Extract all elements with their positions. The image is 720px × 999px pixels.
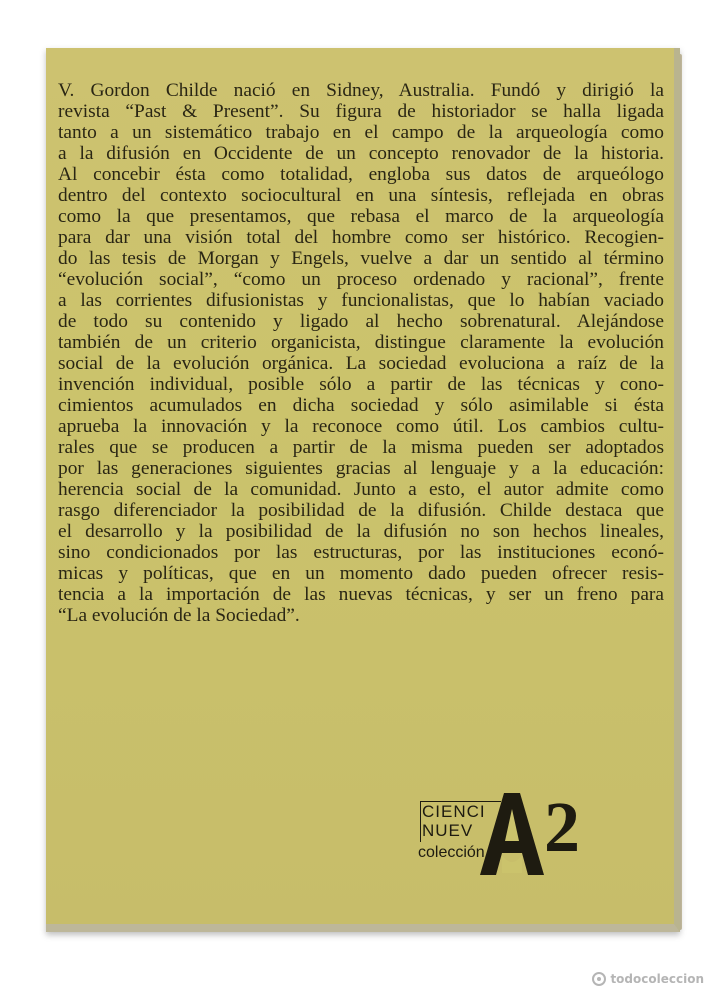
logo-word-ciencia: CIENCI xyxy=(422,802,486,821)
blurb-line: para dar una visión total del hombre como ser histórico. Recogien- xyxy=(58,227,664,248)
blurb-line: “evolución social”, “como un proceso ordenado y racional”, frente xyxy=(58,269,664,290)
blurb-line: rasgo diferenciador la posibilidad de la difusión. Childe destaca que xyxy=(58,500,664,521)
blurb-line: revista “Past & Present”. Su figura de historiador se halla ligada xyxy=(58,101,664,122)
ciencia-nueva-logo xyxy=(418,787,640,886)
blurb-line: cimientos acumulados en dicha sociedad y sólo asimilable si ésta xyxy=(58,395,664,416)
logo-big-a-icon xyxy=(480,791,544,875)
watermark-text: todocoleccion xyxy=(610,972,704,986)
blurb-line: Al concebir ésta como totalidad, engloba sus datos de arqueólogo xyxy=(58,164,664,185)
logo-word-coleccion: colección xyxy=(418,844,485,861)
blurb-line: también de un criterio organicista, distingue claramente la evolución xyxy=(58,332,664,353)
todocoleccion-logo-icon xyxy=(592,972,606,986)
watermark xyxy=(592,972,704,986)
blurb-line: a las corrientes difusionistas y funcionalistas, que lo habían vaciado xyxy=(58,290,664,311)
blurb-line: por las generaciones siguientes gracias al lenguaje y a la educación: xyxy=(58,458,664,479)
blurb-line: a la difusión en Occidente de un concepto renovador de la historia. xyxy=(58,143,664,164)
blurb-line: tanto a un sistemático trabajo en el campo de la arqueología como xyxy=(58,122,664,143)
blurb-line: como la que presentamos, que rebasa el marco de la arqueología xyxy=(58,206,664,227)
blurb-line: do las tesis de Morgan y Engels, vuelve a dar un sentido al término xyxy=(58,248,664,269)
back-cover-blurb xyxy=(58,80,664,626)
blurb-line: tencia a la importación de las nuevas técnicas, y ser un freno para xyxy=(58,584,664,605)
logo-number: 2 xyxy=(544,787,580,867)
blurb-line: el desarrollo y la posibilidad de la difusión no son hechos lineales, xyxy=(58,521,664,542)
blurb-line: dentro del contexto sociocultural en una síntesis, reflejada en obras xyxy=(58,185,664,206)
blurb-line: invención individual, posible sólo a partir de las técnicas y cono- xyxy=(58,374,664,395)
book-back-cover xyxy=(46,48,680,932)
blurb-line: V. Gordon Childe nació en Sidney, Australia. Fundó y dirigió la xyxy=(58,80,664,101)
blurb-line: aprueba la innovación y la reconoce como útil. Los cambios cultu- xyxy=(58,416,664,437)
blurb-line: “La evolución de la Sociedad”. xyxy=(58,605,300,626)
blurb-line: de todo su contenido y ligado al hecho sobrenatural. Alejándose xyxy=(58,311,664,332)
blurb-line: social de la evolución orgánica. La sociedad evoluciona a raíz de la xyxy=(58,353,664,374)
blurb-line: herencia social de la comunidad. Junto a esto, el autor admite como xyxy=(58,479,664,500)
blurb-line: micas y políticas, que en un momento dado pueden ofrecer resis- xyxy=(58,563,664,584)
logo-word-nueva: NUEV xyxy=(422,821,474,840)
blurb-line: rales que se producen a partir de la misma pueden ser adoptados xyxy=(58,437,664,458)
blurb-line: sino condicionados por las estructuras, por las instituciones econó- xyxy=(58,542,664,563)
